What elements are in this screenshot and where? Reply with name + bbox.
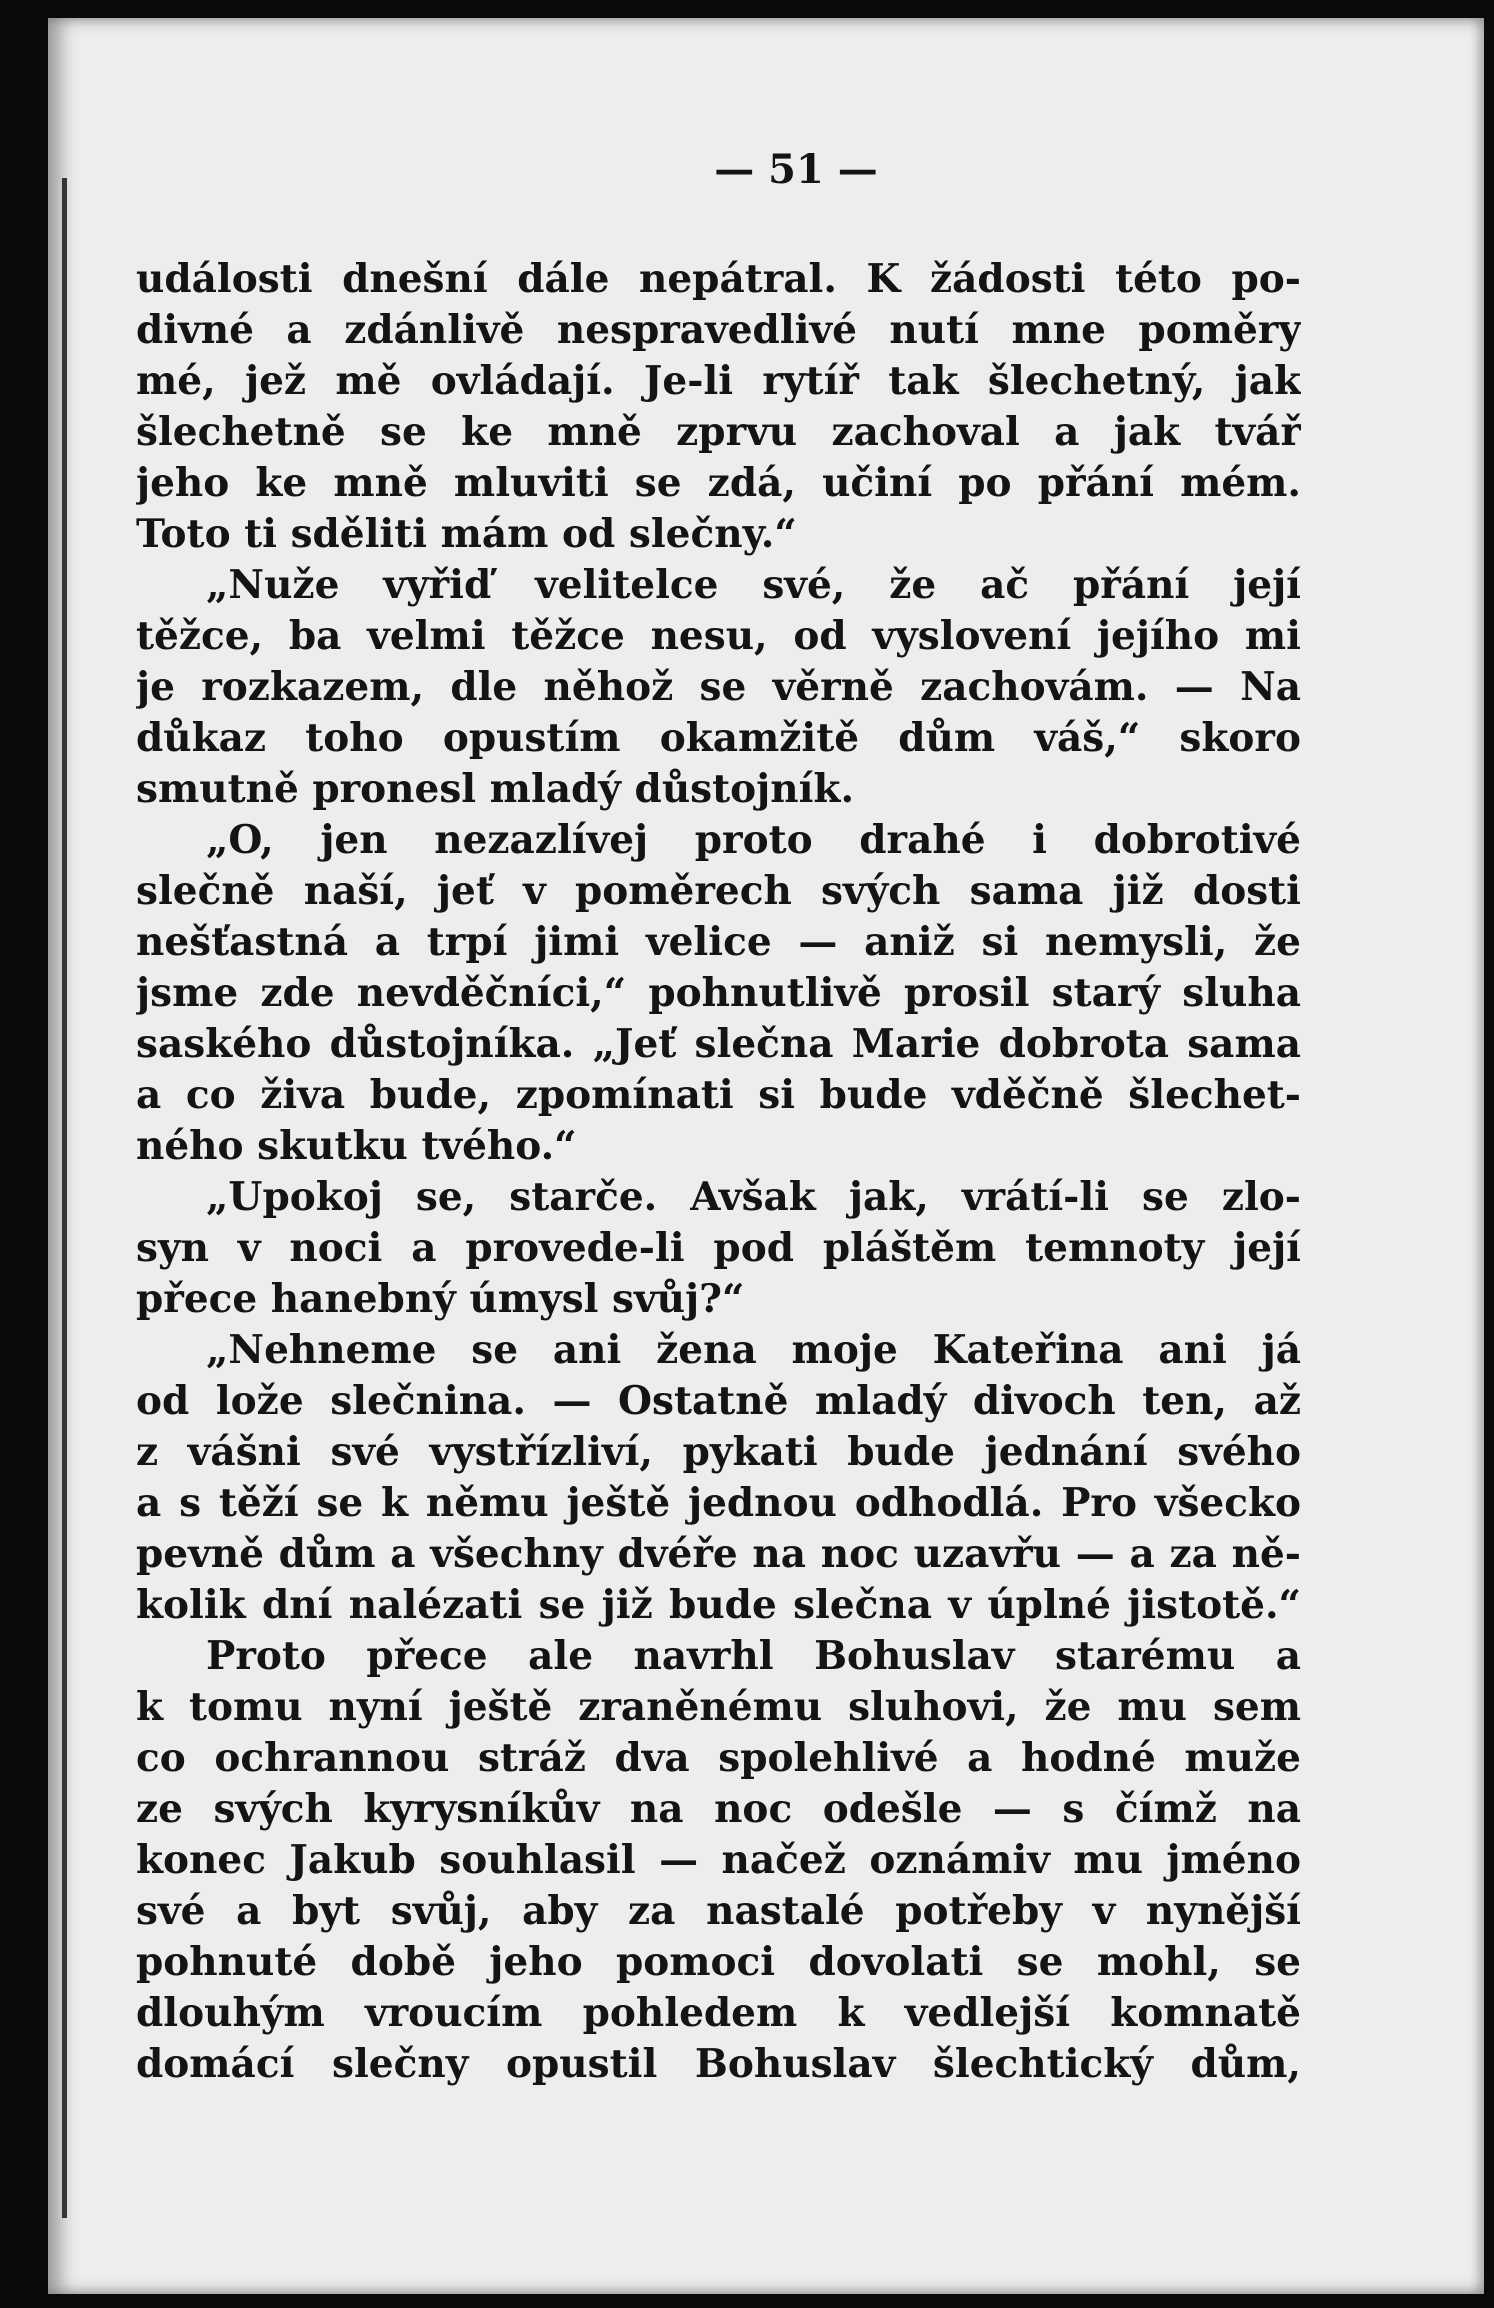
text-line: co ochrannou stráž dva spolehlivé a hodné muže (136, 1735, 1301, 1781)
text-line: mé, jež mě ovládají. Je-li rytíř tak šlechetný, jak (136, 358, 1301, 404)
text-line: syn v noci a provede-li pod pláštěm temnoty její (136, 1225, 1301, 1271)
text-line: ze svých kyrysníkův na noc odešle — s čímž na (136, 1786, 1301, 1832)
page-binding-shadow (62, 178, 67, 2218)
text-line: nešťastná a trpí jimi velice — aniž si nemysli, že (136, 919, 1301, 965)
text-line: k tomu nyní ještě zraněnému sluhovi, že mu sem (136, 1684, 1301, 1730)
text-line: důkaz toho opustím okamžitě dům váš,“ skoro (136, 715, 1301, 761)
text-line: „O, jen nezazlívej proto drahé i dobrotivé (206, 817, 1301, 863)
text-line: kolik dní nalézati se již bude slečna v úplné jistotě.“ (136, 1582, 1301, 1628)
text-line: ného skutku tvého.“ (136, 1123, 577, 1169)
text-line: „Upokoj se, starče. Avšak jak, vrátí-li se zlo- (206, 1174, 1301, 1220)
text-line: slečně naší, jeť v poměrech svých sama již dosti (136, 868, 1301, 914)
text-line: své a byt svůj, aby za nastalé potřeby v nynější (136, 1888, 1301, 1934)
text-line: smutně pronesl mladý důstojník. (136, 766, 855, 812)
text-line: jeho ke mně mluviti se zdá, učiní po přání mém. (136, 460, 1301, 506)
text-line: konec Jakub souhlasil — načež oznámiv mu jméno (136, 1837, 1301, 1883)
text-line: pohnuté době jeho pomoci dovolati se mohl, se (136, 1939, 1301, 1985)
text-line: a co živa bude, zpomínati si bude vděčně šlechet- (136, 1072, 1301, 1118)
text-line: a s těží se k němu ještě jednou odhodlá. Pro všecko (136, 1480, 1301, 1526)
book-page (48, 18, 1484, 2294)
text-line: události dnešní dále nepátral. K žádosti této po- (136, 256, 1301, 302)
text-line: jsme zde nevděčníci,“ pohnutlivě prosil starý sluha (136, 970, 1301, 1016)
text-line: těžce, ba velmi těžce nesu, od vyslovení jejího mi (136, 613, 1301, 659)
text-line: domácí slečny opustil Bohuslav šlechtický dům, (136, 2041, 1301, 2087)
body-text (136, 254, 1301, 2090)
text-line: šlechetně se ke mně zprvu zachoval a jak tvář (136, 409, 1301, 455)
text-line: je rozkazem, dle něhož se věrně zachovám. — Na (136, 664, 1301, 710)
text-line: Proto přece ale navrhl Bohuslav starému a (206, 1633, 1301, 1679)
page-number: — 51 — (714, 146, 878, 193)
text-line: „Nehneme se ani žena moje Kateřina ani já (206, 1327, 1301, 1373)
text-line: saského důstojníka. „Jeť slečna Marie dobrota sama (136, 1021, 1301, 1067)
text-line: dlouhým vroucím pohledem k vedlejší komnatě (136, 1990, 1301, 2036)
text-line: „Nuže vyřiď velitelce své, že ač přání její (206, 562, 1301, 608)
text-line: přece hanebný úmysl svůj?“ (136, 1276, 745, 1322)
text-line: pevně dům a všechny dvéře na noc uzavřu — a za ně- (136, 1531, 1301, 1577)
text-line: od lože slečnina. — Ostatně mladý divoch ten, až (136, 1378, 1301, 1424)
text-line: Toto ti sděliti mám od slečny.“ (136, 511, 797, 557)
text-line: divné a zdánlivě nespravedlivé nutí mne poměry (136, 307, 1301, 353)
text-line: z vášni své vystřízliví, pykati bude jednání svého (136, 1429, 1301, 1475)
